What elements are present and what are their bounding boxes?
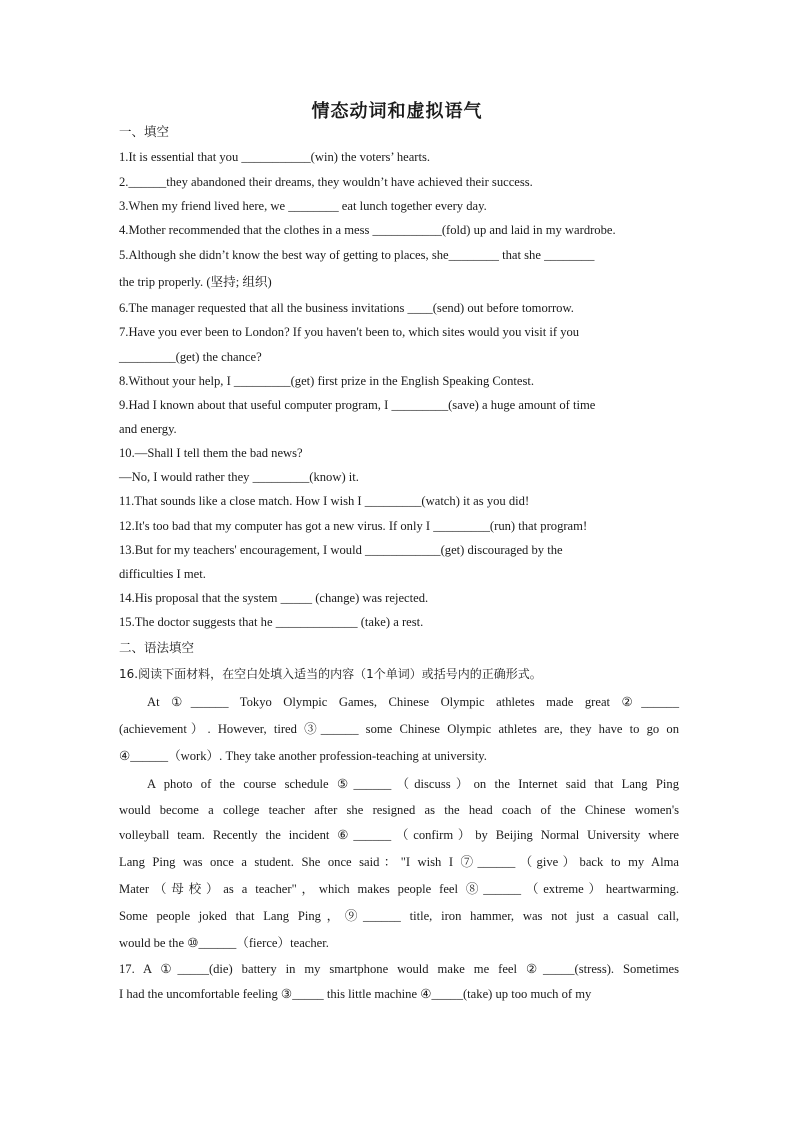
passage-line: Lang Ping was once a student. She once said："I wish I ⑦______（give）back to my Alma xyxy=(119,855,679,869)
question-line: 5.Although she didn’t know the best way of getting to places, she________ that she ________ xyxy=(119,248,595,262)
question-line: difficulties I met. xyxy=(119,567,206,581)
instruction-line: 16.阅读下面材料，在空白处填入适当的内容（1个单词）或括号内的正确形式。 xyxy=(119,667,542,681)
passage-line: A photo of the course schedule ⑤______（discuss）on the Internet said that Lang Ping xyxy=(147,777,679,791)
question-line: the trip properly. (坚持; 组织) xyxy=(119,275,272,289)
question-line: 7.Have you ever been to London? If you haven't been to, which sites would you visit if you xyxy=(119,325,580,339)
question-line: 12.It's too bad that my computer has got a new virus. If only I _________(run) that program! xyxy=(119,519,588,533)
question-line: 4.Mother recommended that the clothes in a mess ___________(fold) up and laid in my wardrobe. xyxy=(119,223,616,237)
passage-line: Some people joked that Lang Ping，⑨______ title, iron hammer, was not just a casual call, xyxy=(119,909,679,923)
passage-line: would become a college teacher after she resigned as the head coach of the Chinese women's xyxy=(119,803,679,817)
passage-line: (achievement）. However, tired ③______ some Chinese Olympic athletes are, they have to go on xyxy=(119,722,679,736)
question-line: and energy. xyxy=(119,422,177,436)
section-heading-fill-blank: 一、填空 xyxy=(119,124,170,139)
question-line: 9.Had I known about that useful computer program, I _________(save) a huge amount of time xyxy=(119,398,596,412)
question-line: 13.But for my teachers' encouragement, I would ____________(get) discouraged by the xyxy=(119,543,563,557)
question-line: 17. A ①_____(die) battery in my smartphone would make me feel ②_____(stress). Sometimes xyxy=(119,962,679,976)
question-line: 3.When my friend lived here, we ________ eat lunch together every day. xyxy=(119,199,487,213)
question-line: 10.—Shall I tell them the bad news? xyxy=(119,446,303,460)
question-line: 6.The manager requested that all the business invitations ____(send) out before tomorrow. xyxy=(119,301,574,315)
question-line: —No, I would rather they _________(know) it. xyxy=(119,470,359,484)
question-line: 1.It is essential that you ___________(win) the voters’ hearts. xyxy=(119,150,431,164)
question-line: 14.His proposal that the system _____ (change) was rejected. xyxy=(119,591,429,605)
passage-line: At ①______ Tokyo Olympic Games, Chinese Olympic athletes made great ②______ xyxy=(147,695,679,709)
question-line: I had the uncomfortable feeling ③_____ this little machine ④_____(take) up too much of my xyxy=(119,987,592,1001)
question-line: 8.Without your help, I _________(get) first prize in the English Speaking Contest. xyxy=(119,374,535,388)
page-title: 情态动词和虚拟语气 xyxy=(311,101,483,122)
question-line: 15.The doctor suggests that he _____________ (take) a rest. xyxy=(119,615,424,629)
passage-line: volleyball team. Recently the incident ⑥______（confirm）by Beijing Normal University where xyxy=(119,828,679,842)
passage-line: Mater（母校）as a teacher"，which makes people feel ⑧______（extreme）heartwarming. xyxy=(119,882,679,896)
question-line: 2.______they abandoned their dreams, they wouldn’t have achieved their success. xyxy=(119,175,533,189)
question-line: _________(get) the chance? xyxy=(119,350,262,364)
passage-line: would be the ⑩______（fierce）teacher. xyxy=(119,936,329,950)
passage-line: ④______（work）. They take another profession-teaching at university. xyxy=(119,749,487,763)
question-line: 11.That sounds like a close match. How I wish I _________(watch) it as you did! xyxy=(119,494,530,508)
section-heading-grammar-fill: 二、语法填空 xyxy=(119,640,195,655)
